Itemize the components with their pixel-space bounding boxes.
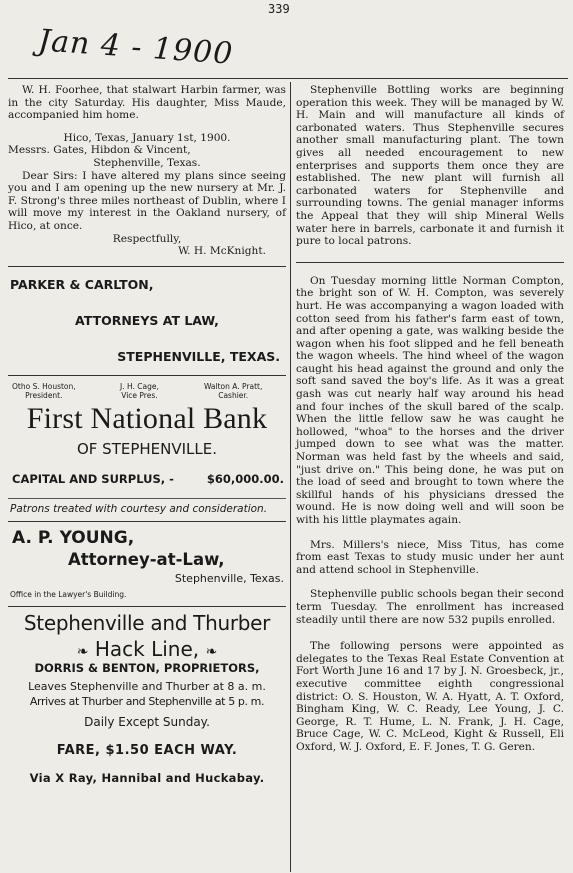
letter-closing: Respectfully, [112,232,182,245]
bank-capital-label: CAPITAL AND SURPLUS, - [12,471,174,486]
bottling-item [296,84,564,248]
bank-officer-1 [12,382,76,400]
hack-line-2: Arrives at Thurber and Stephenville at 5 p. m. [29,694,265,708]
top-rule [8,78,568,79]
bank-patrons: Patrons treated with courtesy and consideration. [10,502,268,515]
mcknight-letter [8,132,286,258]
letter-signature: W. H. McKnight. [178,245,266,258]
compton-text: On Tuesday morning little Norman Compton, the bright son of W. H. Compton, was severely hurt. He was accompanying a wagon loaded with cotton seed from his father's farm east of town, and after opening a gate, was walking beside the wagon when his foot slipped and he fell beneath the wagon wheels. The hind wheel of the wagon caught his head against the ground and only the soft sand saved the boy's life. As it was a great gash was cut nearly half way around his head and four inches of the skull bared of the scalp. When the little fellow saw he was caught he hollowed, "whoa" to the horses and the driver jumped down to see what was the matter. Norman was held fast by the wheels and said, "just drive on." This being done, he was put on the load of seed and brought to town where the skillful hands of his physicians dressed the wound. He is now doing well and will soon be with his little playmates again. [296,274,564,526]
officer-1-role: President. [25,390,63,400]
schools-item [296,588,564,626]
foorhee-text: W. H. Foorhee, that stalwart Harbin farmer, was in the city Saturday. His daughter, Miss Maude, accompanied him home. [8,84,286,122]
fleuron-icon: ❧ [76,643,89,660]
parker-city: STEPHENVILLE, TEXAS. [117,348,280,364]
hack-daily: Daily Except Sunday. [84,714,210,729]
officer-2-role: Vice Pres. [121,390,158,400]
handwritten-date: Jan 4 - 1900 [37,23,235,72]
hack-line-ad [8,607,286,797]
letter-addressee-city: Stephenville, Texas. [93,156,201,169]
hack-via: Via X Ray, Hannibal and Huckabay. [29,770,265,785]
compton-item [296,275,564,527]
hack-fare: FARE, $1.50 EACH WAY. [56,742,238,758]
hack-line-1: Leaves Stephenville and Thurber at 8 a. m. [28,679,266,693]
delegates-item [296,640,564,753]
left-column [8,82,286,870]
titus-text: Mrs. Millers's niece, Miss Titus, has come from east Texas to study music under her aunt and attend school in Stephenville. [296,538,564,576]
schools-text: Stephenville public schools began their second term Tuesday. The enrollment has increased steadily until there are now 532 pupils enrolled. [296,588,564,626]
officer-1-name: Otho S. Houston, [12,381,76,391]
bank-city: OF STEPHENVILLE. [76,439,218,458]
hack-proprietors: DORRIS & BENTON, PROPRIETORS, [34,660,260,675]
bank-officer-2 [120,382,159,400]
bank-officer-3 [204,382,262,400]
parker-title: ATTORNEYS AT LAW, [75,312,219,328]
parker-carlton-ad [8,267,286,371]
young-city: Stephenville, Texas. [174,571,284,585]
bank-name: First National Bank [26,401,268,435]
parker-name: PARKER & CARLTON, [10,276,154,292]
young-name: A. P. YOUNG, [12,527,135,548]
hack-title: Stephenville and Thurber [23,610,271,635]
fleuron-icon: ❧ [205,643,218,660]
column-rule [290,82,291,872]
letter-dateline: Hico, Texas, January 1st, 1900. [63,131,231,144]
officer-3-role: Cashier. [218,390,249,400]
bank-ad [8,376,286,496]
hack-subtitle: Hack Line, [94,636,200,661]
right-column [296,82,564,870]
foorhee-item [8,84,286,122]
officer-3-name: Walton A. Pratt, [204,381,263,391]
young-ad [8,522,286,604]
officer-2-name: J. H. Cage, [120,381,159,391]
hack-subtitle-row [8,637,286,661]
titus-item [296,539,564,577]
divider [296,262,564,263]
young-title: Attorney-at-Law, [68,549,225,569]
page-number: 339 [268,2,290,16]
delegates-text: The following persons were appointed as delegates to the Texas Real Estate Convention at Fort Worth June 16 and 17 by J. N. Groesbeck, jr., executive committee eighth congressional district: O. S. Houston, W. A. Hyatt, A. T. Oxford, Bingham King, W. C. Ready, Lee Young, J. C. George, R. T. Hume, L. N. Frank, J. H. Cage, Bruce Cage, W. C. McLeod, Kight & Russell, Eli Oxford, W. J. Oxford, E. F. Jones, T. G. Geren. [296,640,564,753]
young-office: Office in the Lawyer's Building. [10,589,127,599]
bottling-text: Stephenville Bottling works are beginning operation this week. They will be managed by W. H. Main and will manufacture all kinds of carbonated waters. Thus Stephenville secures another small manufacturing plant. The town gives all needed encouragement to new enterprises and supports them once they are established. The new plant will furnish all carbonated waters for Stephenville and surrounding towns. The genial manager informs the Appeal that they will ship Mineral Wells water here in barrels, carbonate it and furnish it pure to local patrons. [296,84,564,248]
bank-capital-value: $60,000.00. [206,471,284,486]
letter-addressee: Messrs. Gates, Hibdon & Vincent, [8,144,191,157]
letter-body: Dear Sirs: I have altered my plans since seeing you and I am opening up the new nursery at Mr. J. F. Strong's three miles northeast of Dublin, where I will move my interest in the Oakland nursery, of Hico, at once. [8,169,286,232]
